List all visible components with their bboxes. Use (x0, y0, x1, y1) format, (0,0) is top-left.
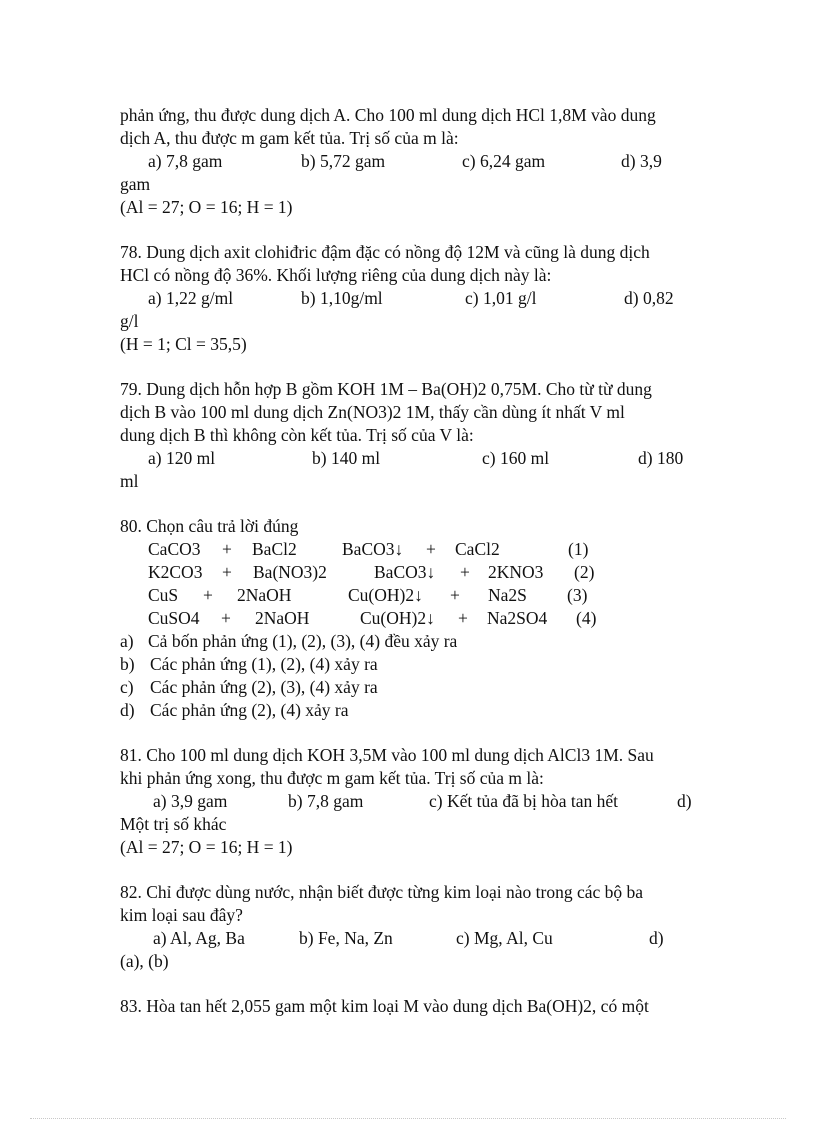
reactant: 2NaOH (237, 585, 292, 605)
reaction-number: (3) (567, 585, 588, 605)
reactant: Ba(NO3)2 (253, 562, 327, 582)
question-79-text: 79. Dung dịch hỗn hợp B gồm KOH 1M – Ba(OH)2 0,75M. Cho từ từ dung (120, 379, 652, 399)
option-b: b) Fe, Na, Zn (299, 928, 393, 948)
reactant: CuSO4 (148, 608, 200, 628)
option-b: b) 1,10g/ml (301, 288, 383, 308)
option-wrap: g/l (120, 311, 139, 331)
plus-sign: + (460, 562, 470, 582)
option-a: a) 120 ml (148, 448, 216, 468)
question-78-text: 78. Dung dịch axit clohiđric đậm đặc có nồng độ 12M và cũng là dung dịch (120, 242, 650, 262)
option-wrap: gam (120, 174, 151, 194)
option-d: d) 180 (638, 448, 684, 468)
option-c: c) Kết tủa đã bị hòa tan hết (429, 791, 619, 811)
choice-text: Các phản ứng (2), (4) xảy ra (150, 700, 349, 720)
plus-sign: + (203, 585, 213, 605)
question-text: phản ứng, thu được dung dịch A. Cho 100 ml dung dịch HCl 1,8M vào dung (120, 105, 656, 125)
product: 2KNO3 (488, 562, 544, 582)
reaction-number: (1) (568, 539, 589, 559)
question-82-text: 82. Chỉ được dùng nước, nhận biết được từng kim loại nào trong các bộ ba (120, 882, 644, 902)
product: Cu(OH)2↓ (348, 585, 423, 605)
question-79-text: dung dịch B thì không còn kết tủa. Trị số của V là: (120, 425, 474, 445)
reactant: K2CO3 (148, 562, 203, 582)
option-c: c) 1,01 g/l (465, 288, 537, 308)
option-wrap: Một trị số khác (120, 814, 227, 834)
product: Cu(OH)2↓ (360, 608, 435, 628)
option-wrap: ml (120, 471, 139, 491)
plus-sign: + (221, 608, 231, 628)
product: BaCO3↓ (374, 562, 436, 582)
question-text: dịch A, thu được m gam kết tủa. Trị số của m là: (120, 128, 459, 148)
plus-sign: + (222, 562, 232, 582)
option-a: a) 7,8 gam (148, 151, 223, 171)
option-d: d) 3,9 (621, 151, 662, 171)
product: CaCl2 (455, 539, 500, 559)
option-d: d) (677, 791, 692, 811)
reactant: 2NaOH (255, 608, 310, 628)
product: Na2S (488, 585, 527, 605)
question-78-text: HCl có nồng độ 36%. Khối lượng riêng của dung dịch này là: (120, 265, 552, 285)
page-bottom-divider (30, 1118, 786, 1119)
choice-text: Cả bốn phản ứng (1), (2), (3), (4) đều xảy ra (148, 631, 458, 651)
product: BaCO3↓ (342, 539, 404, 559)
question-81-text: khi phản ứng xong, thu được m gam kết tủa. Trị số của m là: (120, 768, 544, 788)
option-d: d) 0,82 (624, 288, 674, 308)
atomic-mass-note: (Al = 27; O = 16; H = 1) (120, 837, 293, 857)
atomic-mass-note: (Al = 27; O = 16; H = 1) (120, 197, 293, 217)
plus-sign: + (426, 539, 436, 559)
option-b: b) 140 ml (312, 448, 381, 468)
reaction-number: (4) (576, 608, 597, 628)
plus-sign: + (458, 608, 468, 628)
option-b: b) 5,72 gam (301, 151, 386, 171)
option-wrap: (a), (b) (120, 951, 169, 971)
choice-label: c) (120, 677, 134, 697)
choice-text: Các phản ứng (1), (2), (4) xảy ra (150, 654, 378, 674)
choice-label: a) (120, 631, 134, 651)
option-d: d) (649, 928, 664, 948)
plus-sign: + (450, 585, 460, 605)
atomic-mass-note: (H = 1; Cl = 35,5) (120, 334, 247, 354)
question-82-text: kim loại sau đây? (120, 905, 243, 925)
choice-label: d) (120, 700, 135, 720)
reaction-number: (2) (574, 562, 595, 582)
reactant: CuS (148, 585, 179, 605)
option-c: c) 160 ml (482, 448, 550, 468)
option-c: c) Mg, Al, Cu (456, 928, 553, 948)
choice-label: b) (120, 654, 135, 674)
option-c: c) 6,24 gam (462, 151, 546, 171)
reactant: BaCl2 (252, 539, 297, 559)
reactant: CaCO3 (148, 539, 201, 559)
option-a: a) Al, Ag, Ba (153, 928, 245, 948)
question-80-text: 80. Chọn câu trả lời đúng (120, 516, 299, 536)
question-79-text: dịch B vào 100 ml dung dịch Zn(NO3)2 1M, thấy cần dùng ít nhất V ml (120, 402, 625, 422)
question-83-text: 83. Hòa tan hết 2,055 gam một kim loại M vào dung dịch Ba(OH)2, có một (120, 996, 649, 1016)
plus-sign: + (222, 539, 232, 559)
choice-text: Các phản ứng (2), (3), (4) xảy ra (150, 677, 378, 697)
question-81-text: 81. Cho 100 ml dung dịch KOH 3,5M vào 100 ml dung dịch AlCl3 1M. Sau (120, 745, 654, 765)
option-a: a) 1,22 g/ml (148, 288, 234, 308)
product: Na2SO4 (487, 608, 548, 628)
option-b: b) 7,8 gam (288, 791, 364, 811)
option-a: a) 3,9 gam (153, 791, 228, 811)
